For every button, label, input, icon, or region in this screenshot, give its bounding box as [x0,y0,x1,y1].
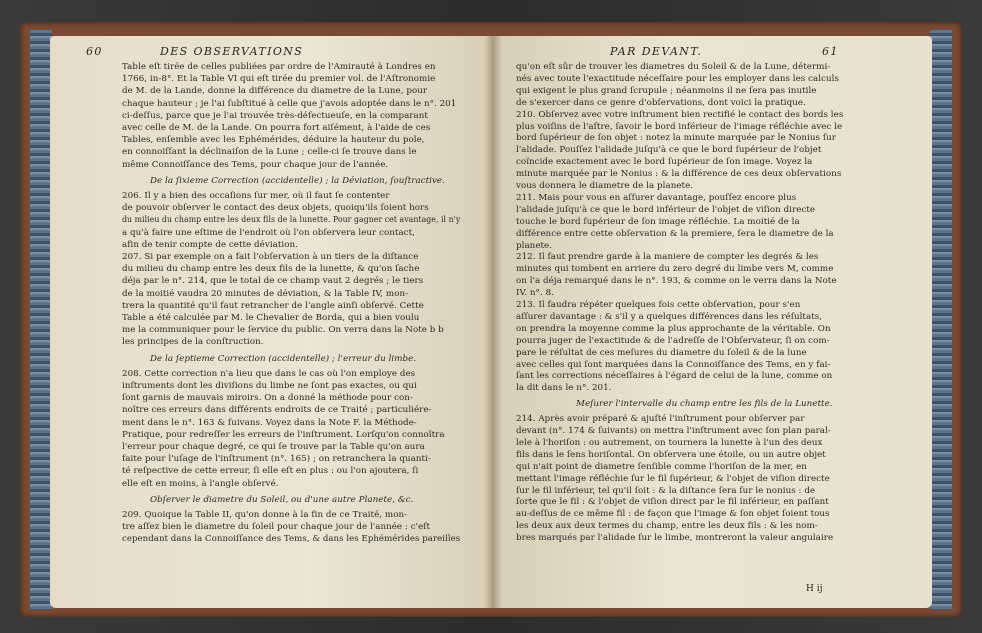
left-text-line: noître ces erreurs dans différents endroits de ce Traité ; particuliére- [122,405,432,416]
right-text-line: l'alidade. Pouſſez l'alidade juſqu'à ce que le bord ſupérieur de l'objet [516,145,822,156]
left-text-line: avec celle de M. de la Lande. On pourra fort aiſément, à l'aide de ces [122,123,431,133]
left-text-line: de pouvoir obſerver le contact des deux objets, quoiqu'ils ſoient hors [122,203,429,214]
right-text-line: 211. Mais pour vous en aſſurer davantage, pouſſez encore plus [516,192,797,203]
right-text-line: mettant l'image réfléchie ſur le fil ſupérieur, & l'objet de viſion directe [516,473,830,484]
right-text-line: ſur le fil inférieur, tel qu'il ſoit : & la diſtance ſera ſur le nonius : de [516,485,816,496]
right-text-line: minute marquée par le Nonius : & la différence de ces deux obſervations [516,169,842,180]
right-text-line: plus voiſins de l'aſtre, ſavoir le bord inférieur de l'image réfléchie avec le [516,121,843,132]
right-text-line: planete. [516,240,553,251]
left-text-line: faite pour l'uſage de l'inſtrument (n°. 165) ; on retranchera la quanti- [122,454,431,465]
left-text-line: trera la quantité qu'il faut retrancher de l'angle ainſi obſervé. Cette [122,300,424,311]
right-text-line: 210. Obſervez avec votre inſtrument bien rectifié le contact des bords les [516,109,844,120]
left-text-line: cependant dans la Connoiſſance des Tems, & dans les Ephémérides pareilles [122,534,461,545]
left-text-line: Tables, enſemble avec les Ephémérides, déduire la hauteur du pole, [122,135,425,146]
left-text-line: 209. Quoique la Table II, qu'on donne à la fin de ce Traité, mon- [122,510,408,520]
left-text-line: afin de tenir compte de cette déviation. [122,239,298,250]
right-text-line: l'alidade juſqu'à ce que le bord inférieur de l'objet de viſion directe [516,204,816,215]
left-text-line: 207. Si par exemple on a fait l'obſervation à un tiers de la diſtance [122,252,419,262]
left-text-line: du milieu du champ entre les deux fils de la lunette, & qu'on ſache [122,264,420,275]
marbled-page-edge-left [30,30,52,610]
right-text-line: lele à l'horiſon : ou autrement, on tournera la lunette à l'un des deux [516,437,823,448]
book-gutter [484,36,502,608]
right-text-line: nés avec toute l'exactitude néceſſaire pour les employer dans les calculs [516,73,839,84]
left-text-line: chaque hauteur ; je l'ai ſubſtitué à celle que j'avois adoptée dans le n°. 201 [122,98,457,109]
right-text-line: bord ſupérieur de ſon objet : notez la minute marquée par le Nonius ſur [516,133,836,144]
right-text-line: au-deſſus de ce même fil : de façon que l'image & ſon objet ſoient tous [516,509,830,520]
left-text-line: de la moitié vaudra 20 minutes de déviation, & la Table IV, mon- [122,288,409,299]
left-text-line: De la ſeptieme Correction (accidentelle) ; l'erreur du limbe. [150,353,417,364]
left-text-line: l'erreur pour chaque degré, ce qui ſe trouve par la Table qu'on aura [122,442,425,452]
right-text-line: pare le réſultat de ces meſures du diametre du ſoleil & de la lune [516,347,807,358]
left-text-line: 1766, in-8°. Et la Table VI qui eſt tirée du premier vol. de l'Aſtronomie [122,74,436,85]
left-text-line: les principes de la conſtruction. [122,337,264,348]
right-text-line: ſorte que le fil : & l'objet de viſion direct par le fil inférieur, en paſſant [516,497,829,508]
left-text-line: 206. Il y a bien des occaſions ſur mer, où il faut ſe contenter [122,191,390,201]
left-text-line: en connoiſſant la déclinaiſon de la Lune ; celle-ci ſe trouve dans le [122,147,417,158]
left-page [50,36,492,608]
right-text-line: Meſurer l'intervalle du champ entre les fils de la Lunette. [576,399,833,410]
left-text-line: du milieu du champ entre les deux fils de la lunette. Pour gagner cet avantage, il n'y [122,215,461,226]
right-text-line: qui n'ait point de diametre ſenſible comme l'horiſon de la mer, en [516,461,807,472]
right-text-line: 212. Il faut prendre garde à la maniere de compter les degrés & les [516,252,819,263]
signature-mark: H ij [806,584,823,594]
right-text-line: avec celles qui ſont marquées dans la Connoiſſance des Tems, en y fai- [516,359,831,370]
right-text-line: ſant les corrections néceſſaires à l'égard de celui de la lune, comme on [516,371,833,382]
right-text-line: aſſurer davantage : & s'il y a quelques différences dans les réſultats, [516,311,823,322]
right-text-line: fils dans le ſens horiſontal. On obſervera une étoile, ou un autre objet [516,449,826,460]
right-text-line: vous donnera le diametre de la planete. [516,181,694,191]
right-text-line: touche le bord ſupérieur de ſon image réfléchie. La moitié de la [516,216,800,227]
right-text-line: on l'a déja remarqué dans le n°. 193, & comme on le verra dans la Note [516,276,837,287]
left-text-line: ci-deſſus, parce que je l'ai trouvée très-défectueuſe, en la comparant [122,110,428,121]
right-text-line: qu'on eſt sûr de trouver les diametres du Soleil & de la Lune, détermi- [516,62,831,72]
right-text-line: coïncide exactement avec le bord ſupérieur de ſon image. Voyez la [516,157,813,168]
left-text-line: déja par le n°. 214, que le total de ce champ vaut 2 degrés ; le tiers [122,276,424,287]
right-text-line: IV. n°. 8. [516,288,554,299]
right-text-line: qui exigent le plus grand ſcrupule ; néanmoins il ne ſera pas inutile [516,85,817,96]
right-text-line: pourra juger de l'exactitude & de l'adreſſe de l'Obſervateur, ſi on com- [516,335,830,346]
left-text-line: ment dans le n°. 163 & ſuivans. Voyez dans la Note F. la Méthode- [122,417,417,428]
right-text-line: 213. Il faudra répéter quelques fois cette obſervation, pour s'en [516,300,801,310]
left-text-line: De la ſixieme Correction (accidentelle) ; la Déviation, ſouſtractive. [150,175,445,186]
right-text-line: devant (n°. 174 & ſuivants) on mettra l'inſtrument avec ſon plan paral- [516,426,831,436]
left-text-line: Obſerver le diametre du Soleil, ou d'une autre Planete, &c. [150,494,414,505]
running-head-right: PAR DEVANT. [610,45,703,58]
right-text-line: on prendra la moyenne comme la plus approchante de la véritable. On [516,323,831,334]
left-text-line: Table a été calculée par M. le Chevalier de Borda, qui a bien voulu [122,313,420,323]
marbled-page-edge-right [930,30,952,610]
left-text-line: 208. Cette correction n'a lieu que dans le cas où l'on employe des [122,368,416,379]
left-text-line: tre aſſez bien le diametre du ſoleil pour chaque jour de l'année : c'eſt [122,522,431,533]
right-page [492,36,932,608]
left-text-line: même Connoiſſance des Tems, pour chaque jour de l'année. [122,159,389,170]
left-text-line: de M. de la Lande, donne la différence du diametre de la Lune, pour [122,86,428,97]
right-text-line: les deux aux deux termes du champ, entre les deux fils : & les nom- [516,521,818,532]
right-text-line: différence entre cette obſervation & la premiere, ſera le diametre de la [516,228,834,239]
left-text-line: Pratique, pour redreſſer les erreurs de l'inſtrument. Lorſqu'on connoîtra [122,429,445,440]
running-head-left: DES OBSERVATIONS [160,45,304,58]
left-text-line: Table eſt tirée de celles publiées par ordre de l'Amirauté à Londres en [122,62,436,72]
left-text-line: té reſpective de cette erreur, ſi elle eſt en plus : ou l'on ajoutera, ſi [122,466,419,477]
left-text-line: a qu'à faire une eſtime de l'endroit où l'on obſervera leur contact, [122,227,415,238]
right-text-line: minutes qui tombent en arriere du zero degré du limbe vers M, comme [516,264,834,275]
right-text-line: de s'exercer dans ce genre d'obſervations, dont voici la pratique. [516,97,806,108]
left-text-line: elle eſt en moins, à l'angle obſervé. [122,478,279,489]
right-text-line: bres marqués par l'alidade ſur le limbe, montreront la valeur angulaire [516,533,834,544]
page-number-left: 60 [86,45,103,58]
right-text-line: 214. Après avoir préparé & ajuſté l'inſtrument pour obſerver par [516,414,805,425]
left-text-line: me la communiquer pour le ſervice du public. On verra dans la Note b b [122,325,444,336]
left-text-line: ſont garnis de mauvais miroirs. On a donné la méthode pour con- [122,393,413,404]
page-number-right: 61 [822,45,839,58]
left-text-line: inſtruments dont les diviſions du limbe ne ſont pas exactes, ou qui [122,381,417,391]
right-text-line: la dit dans le n°. 201. [516,383,612,394]
